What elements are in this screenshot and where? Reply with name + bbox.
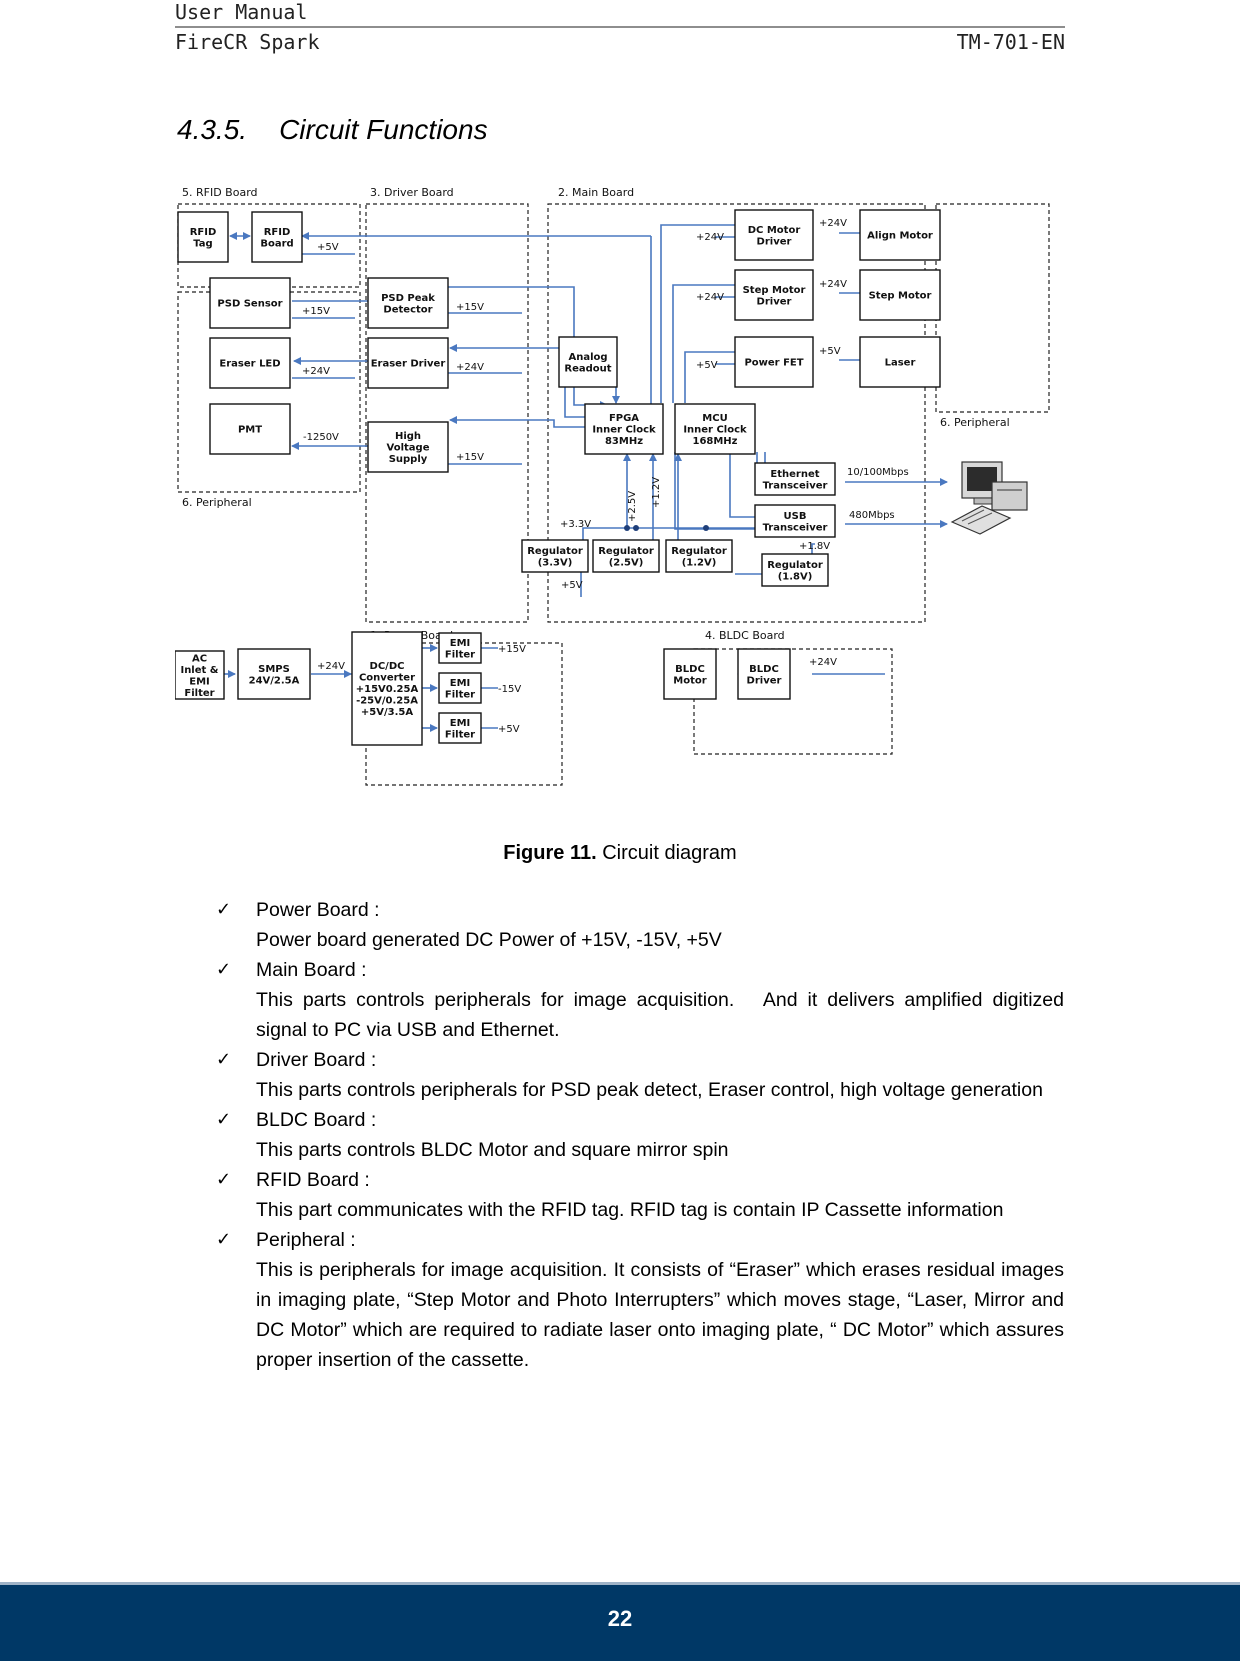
group-peripheral-right xyxy=(936,204,1049,412)
block-dcdc-text: DC/DC xyxy=(369,661,405,672)
label-emi2-out: -15V xyxy=(498,684,522,695)
block-emi1-text: Filter xyxy=(444,649,476,661)
block-hv-supply-text: Voltage xyxy=(386,442,430,454)
block-ac-inlet-text: Inlet & xyxy=(180,664,219,676)
block-psd-peak-text: Detector xyxy=(383,304,433,316)
checkmark-icon: ✓ xyxy=(216,1169,232,1190)
block-usb-text: USB xyxy=(783,510,807,522)
label-v12: +1.2V xyxy=(651,476,662,508)
label-v25: +2.5V xyxy=(627,490,638,522)
label-v33: +3.3V xyxy=(560,519,592,530)
list-item-driver-board xyxy=(216,1045,1064,1105)
list-item-power-board xyxy=(216,895,1064,955)
block-analog-readout-text: Readout xyxy=(564,363,612,375)
block-psd-peak-text: PSD Peak xyxy=(381,292,435,304)
label-erdrv-24v: +24V xyxy=(456,362,484,373)
item-description: This parts controls peripherals for image acquisition. And it delivers amplified digitized signal to PC via USB and Ethernet. xyxy=(256,989,1064,1041)
block-rfid-board-text: RFID xyxy=(263,226,291,238)
block-align-motor-text: Align Motor xyxy=(867,230,933,242)
list-item-rfid-board xyxy=(216,1165,1064,1225)
block-power-fet-text: Power FET xyxy=(744,357,804,369)
label-dcm-24v-in: +24V xyxy=(696,232,724,243)
block-reg33-text: Regulator xyxy=(527,545,583,557)
block-reg18-text: Regulator xyxy=(767,559,823,571)
label-fet-5v-in: +5V xyxy=(696,360,718,371)
label-smps-24v: +24V xyxy=(317,661,345,672)
block-eraser-driver-text: Eraser Driver xyxy=(370,358,446,370)
checkmark-icon: ✓ xyxy=(216,899,232,920)
block-ac-inlet-text: Filter xyxy=(184,687,215,699)
label-hv-15v: +15V xyxy=(456,452,484,463)
header-rule xyxy=(175,26,1065,28)
page-number: 22 xyxy=(607,1606,633,1631)
block-analog-readout-text: Analog xyxy=(568,351,608,363)
block-psd-sensor-text: PSD Sensor xyxy=(217,298,283,310)
block-mcu-text: Inner Clock xyxy=(683,424,747,436)
block-fpga-text: 83MHz xyxy=(604,436,644,447)
group-bldc xyxy=(694,649,892,754)
group-label-main: 2. Main Board xyxy=(558,186,635,199)
block-laser-text: Laser xyxy=(884,357,916,369)
label-usb-speed: 480Mbps xyxy=(849,510,895,521)
item-title: RFID Board : xyxy=(256,1169,370,1191)
block-dcdc-text: +15V0.25A xyxy=(355,684,419,695)
block-emi3-text: EMI xyxy=(449,717,471,729)
block-eraser-led-text: Eraser LED xyxy=(219,358,281,370)
item-description: This is peripherals for image acquisition. It consists of “Eraser” which erases residual images in imaging plate, “Step Motor and Photo Interrupters” which moves stage, “Laser, Mirror and DC Motor” which are required to radiate laser onto imaging plate, “ DC Motor” which assures proper insertion of the cassette. xyxy=(256,1259,1064,1371)
label-pmt-1250v: -1250V xyxy=(303,432,339,443)
block-rfid-board-text: Board xyxy=(260,238,294,250)
checkmark-icon: ✓ xyxy=(216,959,232,980)
item-title: Main Board : xyxy=(256,959,367,981)
label-psd-15v: +15V xyxy=(302,306,330,317)
figure-label: Figure 11. xyxy=(503,842,597,864)
block-mcu-text: 168MHz xyxy=(692,436,738,447)
checkmark-icon: ✓ xyxy=(216,1229,232,1250)
block-hv-supply-text: High xyxy=(394,431,422,442)
label-reg-5v: +5V xyxy=(561,580,583,591)
section-title xyxy=(177,114,488,146)
item-title: BLDC Board : xyxy=(256,1109,377,1131)
item-title: Driver Board : xyxy=(256,1049,377,1071)
block-rfid-tag-text: Tag xyxy=(193,238,213,250)
header-doc-id: TM-701-EN xyxy=(956,30,1065,54)
junction-dot xyxy=(624,525,630,531)
item-description: This part communicates with the RFID tag. RFID tag is contain IP Cassette information xyxy=(256,1199,1004,1221)
label-emi1-out: +15V xyxy=(498,644,526,655)
item-description: This parts controls BLDC Motor and square mirror spin xyxy=(256,1139,729,1161)
block-fpga-text: Inner Clock xyxy=(592,424,656,436)
block-bldc-motor-text: Motor xyxy=(673,675,707,687)
header-line xyxy=(175,30,1065,54)
list-item-main-board xyxy=(216,955,1064,1045)
block-dcdc-text: -25V/0.25A xyxy=(356,695,418,707)
block-smps-text: 24V/2.5A xyxy=(248,675,300,687)
block-ac-inlet-text: AC xyxy=(191,653,208,665)
block-emi1-text: EMI xyxy=(449,637,471,649)
block-reg33-text: (3.3V) xyxy=(537,557,573,569)
block-pmt-text: PMT xyxy=(237,424,263,436)
block-dcdc-text: Converter xyxy=(358,672,416,684)
group-driver xyxy=(366,204,528,622)
checkmark-icon: ✓ xyxy=(216,1109,232,1130)
block-rfid-tag-text: RFID xyxy=(189,226,217,238)
item-description: Power board generated DC Power of +15V, -15V, +5V xyxy=(256,929,722,951)
block-smps-text: SMPS xyxy=(258,663,290,675)
circuit-diagram xyxy=(175,182,1065,802)
group-label-power: Board xyxy=(420,629,454,642)
block-emi2-text: EMI xyxy=(449,677,471,689)
label-stm-24v-out: +24V xyxy=(819,279,847,290)
block-fpga-text: FPGA xyxy=(608,413,640,424)
label-eraser-24v: +24V xyxy=(302,366,330,377)
label-dcm-24v-out: +24V xyxy=(819,218,847,229)
group-label-bldc: 4. BLDC Board xyxy=(705,629,785,642)
block-emi3-text: Filter xyxy=(444,729,476,741)
figure-caption-text: Circuit diagram xyxy=(596,842,737,864)
block-reg12-text: (1.2V) xyxy=(681,557,717,569)
block-ac-inlet-text: EMI xyxy=(189,676,210,688)
group-label-driver: 3. Driver Board xyxy=(370,186,454,199)
label-stm-24v-in: +24V xyxy=(696,292,724,303)
label-bldc-24v: +24V xyxy=(809,657,837,668)
block-ethernet-text: Ethernet xyxy=(770,468,820,480)
block-usb-text: Transceiver xyxy=(762,522,828,534)
block-reg25-text: Regulator xyxy=(598,545,654,557)
block-dcdc-text: +5V/3.5A xyxy=(360,707,414,718)
label-fet-5v-out: +5V xyxy=(819,346,841,357)
header-product: FireCR Spark xyxy=(175,30,320,54)
block-dc-motor-driver-text: Driver xyxy=(756,236,792,248)
group-label-rfid: 5. RFID Board xyxy=(182,186,258,199)
block-step-motor-driver-text: Driver xyxy=(756,296,792,308)
figure-caption xyxy=(0,842,1240,865)
block-emi2-text: Filter xyxy=(444,689,476,701)
block-hv-supply-text: Supply xyxy=(388,454,428,465)
board-description-list xyxy=(216,895,1064,1375)
label-rfid-5v: +5V xyxy=(317,242,339,253)
label-peak-15v: +15V xyxy=(456,302,484,313)
block-reg18-text: (1.8V) xyxy=(777,571,813,583)
header-manual: User Manual xyxy=(175,0,308,24)
block-step-motor-driver-text: Step Motor xyxy=(742,284,806,296)
group-label-peripheral-right: 6. Peripheral xyxy=(940,416,1010,429)
checkmark-icon: ✓ xyxy=(216,1049,232,1070)
label-emi3-out: +5V xyxy=(498,724,520,735)
block-reg25-text: (2.5V) xyxy=(608,557,644,569)
section-title-text: Circuit Functions xyxy=(279,114,488,145)
item-description: This parts controls peripherals for PSD peak detect, Eraser control, high voltage generation xyxy=(256,1079,1043,1101)
block-ethernet-text: Transceiver xyxy=(762,480,828,492)
block-bldc-driver-text: BLDC xyxy=(749,663,779,675)
list-item-peripheral xyxy=(216,1225,1064,1375)
section-number: 4.3.5. xyxy=(177,114,248,145)
junction-dot xyxy=(633,525,639,531)
label-eth-speed: 10/100Mbps xyxy=(847,467,909,478)
junction-dot xyxy=(703,525,709,531)
item-title: Peripheral : xyxy=(256,1229,356,1251)
list-item-bldc-board xyxy=(216,1105,1064,1165)
block-bldc-motor-text: BLDC xyxy=(675,663,705,675)
block-mcu-text: MCU xyxy=(702,413,728,424)
block-reg12-text: Regulator xyxy=(671,545,727,557)
group-label-peripheral-left: 6. Peripheral xyxy=(182,496,252,509)
block-dc-motor-driver-text: DC Motor xyxy=(747,224,801,236)
pc-icon xyxy=(952,462,1027,534)
label-v18: +1.8V xyxy=(799,541,831,552)
block-bldc-driver-text: Driver xyxy=(746,675,782,687)
item-title: Power Board : xyxy=(256,899,380,921)
block-step-motor-text: Step Motor xyxy=(868,290,932,302)
